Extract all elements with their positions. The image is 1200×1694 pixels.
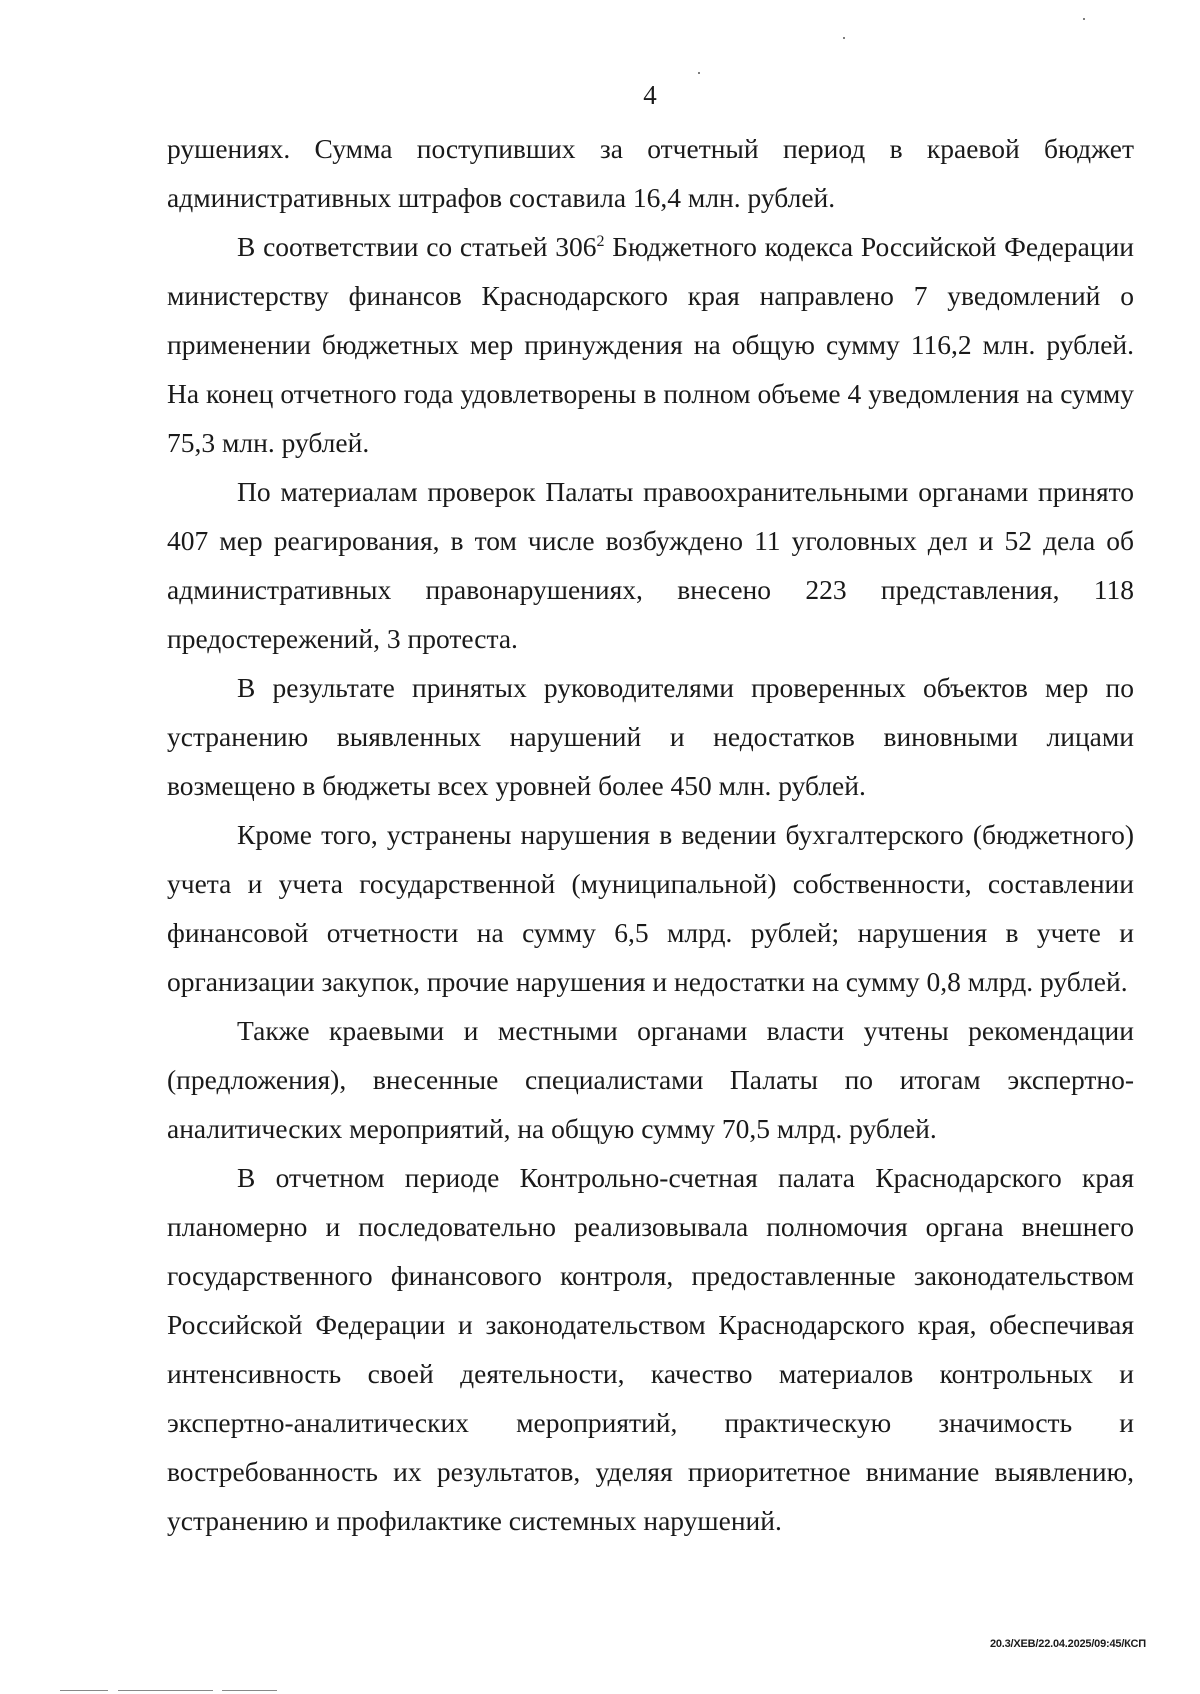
paragraph-7: В отчетном периоде Контрольно-счетная палата Краснодарского края планомерно и последовательно реализовывала полномочия органа внешнего государственного финансового контроля, предоставленные законодательством Российской Федерации и законодательством Краснодарского края, обеспечивая интенсивность своей деятельности, качество материалов контрольных и экспертно-аналитических мероприятий, практическую значимость и востребованность их результатов, уделяя приоритетное внимание выявлению, устранению и профилактике системных нарушений. (167, 1162, 1134, 1536)
page-number: 4 (643, 80, 657, 110)
scan-speck (698, 72, 700, 74)
scan-edge-mark (118, 1690, 213, 1691)
paragraph-4: В результате принятых руководителями проверенных объектов мер по устранению выявленных нарушений и недостатков виновными лицами возмещено в бюджеты всех уровней более 450 млн. рублей. (167, 672, 1134, 801)
scan-edge-mark (222, 1690, 277, 1691)
document-body (167, 124, 1134, 1545)
paragraph-5: Кроме того, устранены нарушения в ведении бухгалтерского (бюджетного) учета и учета государственной (муниципальной) собственности, составлении финансовой отчетности на сумму 6,5 млрд. рублей; нарушения в учете и организации закупок, прочие нарушения и недостатки на сумму 0,8 млрд. рублей. (167, 819, 1134, 997)
article-superscript: 2 (596, 232, 605, 250)
paragraph-3: По материалам проверок Палаты правоохранительными органами принято 407 мер реагирования, в том числе возбуждено 11 уголовных дел и 52 дела об административных правонарушениях, внесено 223 представления, 118 предостережений, 3 протеста. (167, 476, 1134, 654)
paragraph-2-start: В соответствии со статьей 306 (237, 231, 597, 262)
registration-stamp: 20.3/ХЕВ/22.04.2025/09:45/КСП (989, 1638, 1146, 1650)
scan-edge-mark (60, 1690, 108, 1691)
paragraph-2-rest: Бюджетного кодекса Российской Федерации министерству финансов Краснодарского края направлено 7 уведомлений о применении бюджетных мер принуждения на общую сумму 116,2 млн. рублей. На конец отчетного года удовлетворены в полном объеме 4 уведомления на сумму 75,3 млн. рублей. (167, 231, 1134, 458)
scan-speck (843, 37, 845, 39)
scan-speck (1083, 18, 1085, 20)
paragraph-6: Также краевыми и местными органами власти учтены рекомендации (предложения), внесенные специалистами Палаты по итогам экспертно-аналитических мероприятий, на общую сумму 70,5 млрд. рублей. (167, 1015, 1134, 1144)
paragraph-1: рушениях. Сумма поступивших за отчетный период в краевой бюджет административных штрафов составила 16,4 млн. рублей. (167, 133, 1134, 213)
paragraph-2 (167, 222, 1134, 467)
